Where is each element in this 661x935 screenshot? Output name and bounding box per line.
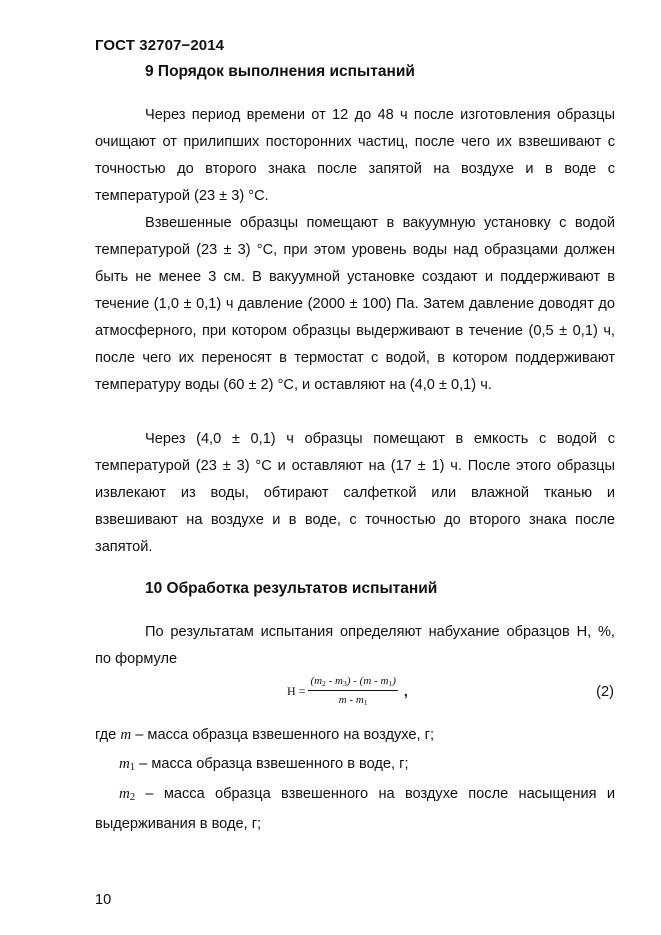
section-10-paragraph-1: По результатам испытания определяют набухание образцов Н, %, по формуле (95, 624, 615, 667)
formula-fraction (308, 675, 397, 707)
equation-number: (2) (596, 684, 614, 700)
section-9-paragraph-1: Через период времени от 12 до 48 ч после изготовления образцы очищают от прилипших посторонних частиц, после чего их взвешивают с точностью до второго знака после запятой на воздухе и в воде с температурой (23 ± 3) °С. (95, 107, 615, 204)
definition-m1: $m_1$ – масса образца взвешенного в воде, г; (119, 756, 409, 773)
page-number: 10 (95, 892, 112, 908)
definition-m2: $m_2$ – масса образца взвешенного на воздухе после насыщения и выдерживания в воде, г; (95, 786, 615, 832)
formula-numerator: $(m_2 - m_3) - (m - m_1)$ (308, 675, 397, 691)
section-9-paragraph-2: Взвешенные образцы помещают в вакуумную установку с водой температурой (23 ± 3) °С, при этом уровень воды над образцами должен быть не менее 3 см. В вакуумной установке создают и поддерживают в течение (1,0 ± 0,1) ч давление (2000 ± 100) Па. Затем давление доводят до атмосферного, при котором образцы выдерживают в течение (0,5 ± 0,1) ч, после чего их переносят в термостат с водой, в котором поддерживают температуру воды (60 ± 2) °С, и оставляют на (4,0 ± 0,1) ч. (95, 215, 615, 393)
standard-header: ГОСТ 32707−2014 (95, 37, 225, 54)
formula-lhs: Н = (287, 683, 306, 698)
section-10-title: 10 Обработка результатов испытаний (145, 580, 438, 597)
section-9-title: 9 Порядок выполнения испытаний (145, 63, 415, 80)
swelling-formula (287, 675, 408, 707)
section-9-paragraph-3: Через (4,0 ± 0,1) ч образцы помещают в емкость с водой с температурой (23 ± 3) °С и оставляют на (17 ± 1) ч. После этого образцы извлекают из воды, обтирают салфеткой или влажной тканью и взвешивают на воздухе и в воде, с точностью до второго знака после запятой. (95, 431, 615, 555)
definition-m: где m – масса образца взвешенного на воздухе, г; (95, 727, 435, 743)
formula-comma: , (403, 683, 408, 699)
formula-denominator: m - $m_1$ (338, 694, 368, 707)
